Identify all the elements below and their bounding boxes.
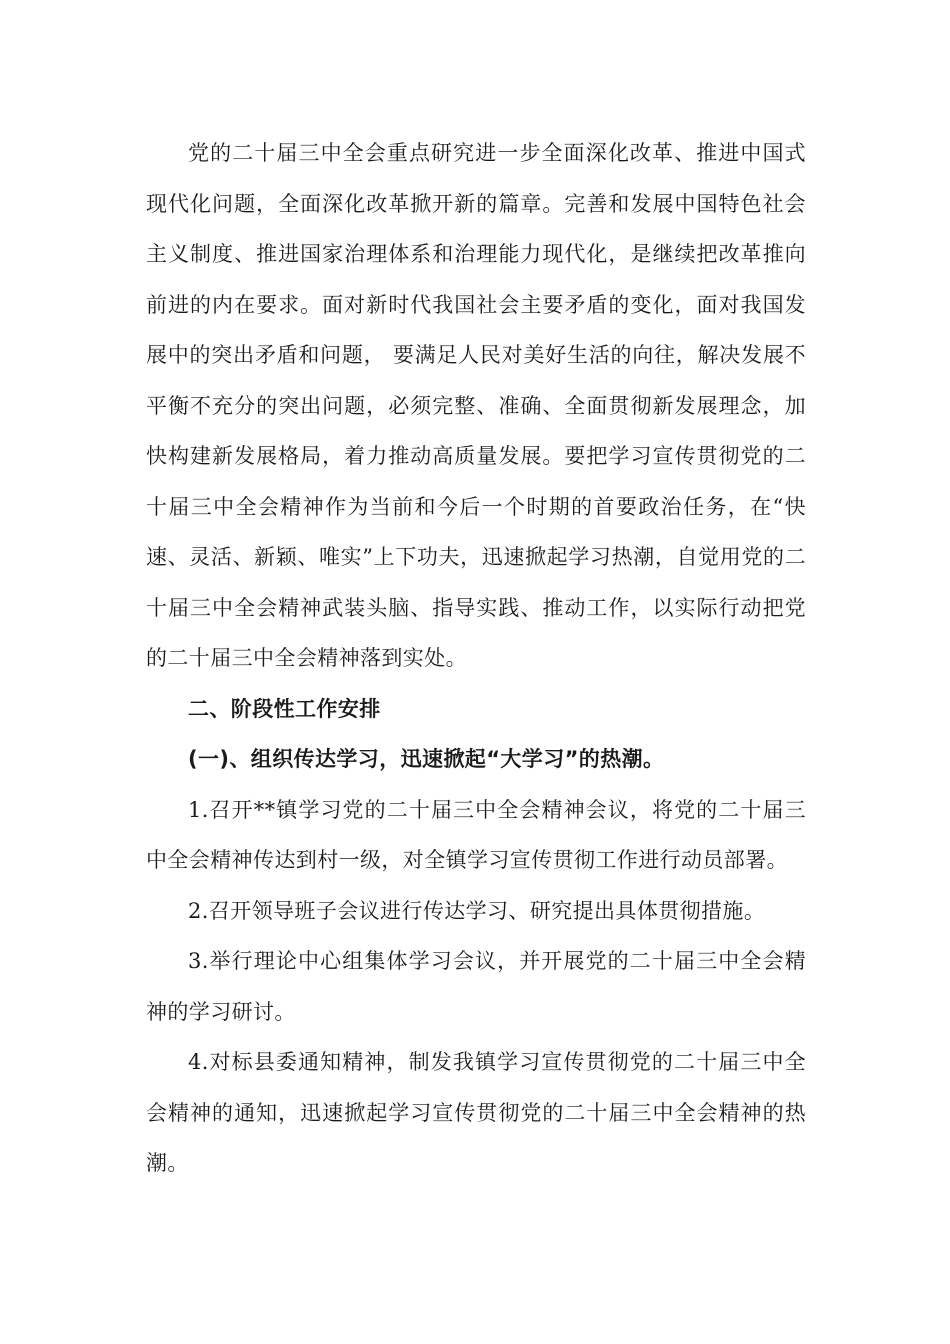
subsection-heading: (一)、组织传达学习，迅速掀起“大学习”的热潮。 bbox=[188, 747, 665, 771]
list-item-1: 1.召开**镇学习党的二十届三中全会精神会议，将党的二十届三中全会精神传达到村一级，对全镇学习宣传贯彻工作进行动员部署。 bbox=[146, 797, 806, 872]
list-item-2: 2.召开领导班子会议进行传达学习、研究提出具体贯彻措施。 bbox=[188, 898, 766, 923]
intro-paragraph: 党的二十届三中全会重点研究进一步全面深化改革、推进中国式现代化问题，全面深化改革掀开新的篇章。完善和发展中国特色社会主义制度、推进国家治理体系和治理能力现代化，是继续把改革推向前进的内在要求。面对新时代我国社会主要矛盾的变化，面对我国发展中的突出矛盾和问题， 要满足人民对美好生活的向往，解决发展不平衡不充分的突出问题，必须完整、准确、全面贯彻新发展理念，加快构建新发展格局，着力推动高质量发展。要把学习宣传贯彻党的二十届三中全会精神作为当前和今后一个时期的首要政治任务，在“快速、灵活、新颖、唯实”上下功夫，迅速掀起学习热潮，自觉用党的二十届三中全会精神武装头脑、指导实践、推动工作，以实际行动把党的二十届三中全会精神落到实处。 bbox=[146, 141, 806, 670]
list-item-4: 4.对标县委通知精神，制发我镇学习宣传贯彻党的二十届三中全会精神的通知，迅速掀起学习宣传贯彻党的二十届三中全会精神的热潮。 bbox=[146, 1050, 806, 1175]
section-heading: 二、阶段性工作安排 bbox=[188, 696, 381, 721]
list-item-3: 3.举行理论中心组集体学习会议，并开展党的二十届三中全会精神的学习研讨。 bbox=[146, 949, 806, 1024]
document-body bbox=[146, 128, 806, 1189]
